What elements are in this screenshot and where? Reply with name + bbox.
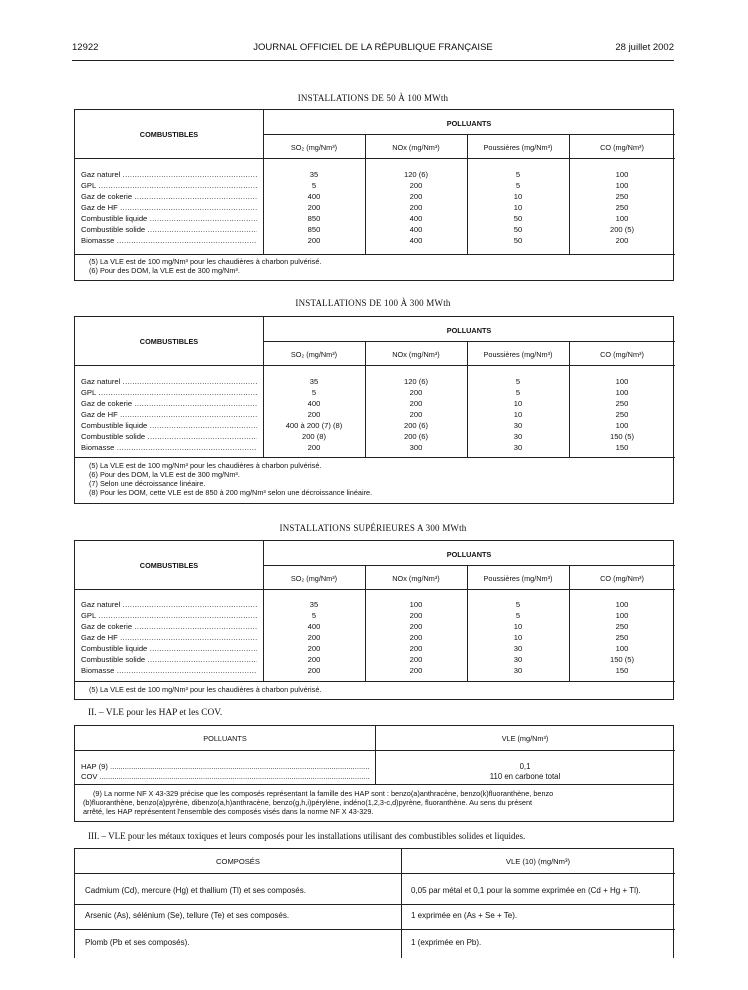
section2-heading: II. – VLE pour les HAP et les COV.: [88, 708, 223, 718]
nox-value: 200: [409, 611, 423, 620]
metal-row-vle: 1 (exprimée en Pb).: [411, 938, 482, 947]
hap-note-line: arrêté, les HAP représentent l'ensemble des composés visés dans la norme NF X 43-329.: [83, 807, 374, 816]
nox-value: 120 (6): [403, 377, 429, 386]
nox-header: NOx (mg/Nm³): [392, 350, 440, 359]
co-value: 250: [615, 633, 629, 642]
so2-value: 5: [311, 611, 317, 620]
fuel-label: Gaz de cokerie .....: [81, 399, 257, 408]
hap-value: 0,1: [519, 762, 531, 771]
fuel-label: Gaz de HF .....: [81, 203, 257, 212]
nox-value: 200: [409, 666, 423, 675]
nox-header: NOx (mg/Nm³): [392, 574, 440, 583]
co-value: 200: [615, 236, 629, 245]
co-value: 100: [615, 377, 629, 386]
table2-note: (5) La VLE est de 100 mg/Nm³ pour les chaudières à charbon pulvérisé.: [89, 461, 322, 470]
dust-value: 5: [515, 377, 521, 386]
dust-value: 10: [513, 622, 523, 631]
dust-value: 5: [515, 388, 521, 397]
metal-row-compose: Cadmium (Cd), mercure (Hg) et thallium (Tl) et ses composés.: [85, 886, 306, 895]
co-value: 250: [615, 410, 629, 419]
combustibles-header: COMBUSTIBLES: [139, 336, 199, 346]
fuel-label: Combustible solide .....: [81, 432, 257, 441]
table-row: [75, 192, 675, 203]
hap-label: HAP (9) .....: [81, 762, 369, 771]
header-rule: [72, 60, 674, 61]
so2-value: 850: [307, 225, 321, 234]
nox-value: 200: [409, 410, 423, 419]
so2-value: 200: [307, 655, 321, 664]
so2-value: 35: [309, 600, 319, 609]
table-row: [75, 655, 675, 666]
co-header: CO (mg/Nm³): [600, 143, 644, 152]
nox-value: 200: [409, 644, 423, 653]
polluants-header: POLLUANTS: [446, 326, 492, 335]
hap-note-line: (9) La norme NF X 43-329 précise que les composés représentant la famille des HAP sont : benzo(a)anthracène, benzo(k)fluoranthène, benzo: [93, 789, 554, 798]
so2-value: 200: [307, 633, 321, 642]
table1-title: INSTALLATIONS DE 50 À 100 MWth: [297, 93, 449, 103]
fuel-label: Gaz naturel .....: [81, 600, 257, 609]
table1: [74, 109, 674, 281]
dust-value: 10: [513, 192, 523, 201]
table-row: [75, 644, 675, 655]
metal-row-vle: 1 exprimée en (As + Se + Te).: [411, 911, 518, 920]
page-number: 12922: [72, 42, 99, 53]
hap-cov-table: [74, 725, 674, 785]
table-row: [75, 388, 675, 399]
table-row: [75, 633, 675, 644]
dust-header: Poussières (mg/Nm³): [483, 143, 553, 152]
dust-value: 50: [513, 236, 523, 245]
hap-note-box: [74, 784, 674, 822]
so2-header: SO₂ (mg/Nm³): [290, 350, 338, 359]
table3-title: INSTALLATIONS SUPÉRIEURES A 300 MWth: [279, 523, 467, 533]
composes-header: COMPOSÉS: [216, 857, 260, 866]
table2-note: (7) Selon une décroissance linéaire.: [89, 479, 206, 488]
polluants-header: POLLUANTS: [446, 550, 492, 559]
table-row: [75, 410, 675, 421]
nox-value: 200: [409, 622, 423, 631]
co-value: 100: [615, 214, 629, 223]
page-date: 28 juillet 2002: [615, 42, 674, 53]
nox-value: 200: [409, 655, 423, 664]
co-value: 100: [615, 170, 629, 179]
so2-value: 200: [307, 666, 321, 675]
co-header: CO (mg/Nm³): [600, 350, 644, 359]
fuel-label: GPL .....: [81, 611, 257, 620]
fuel-label: Gaz de cokerie .....: [81, 192, 257, 201]
dust-header: Poussières (mg/Nm³): [483, 350, 553, 359]
table3: [74, 540, 674, 700]
fuel-label: Combustible liquide .....: [81, 644, 257, 653]
nox-value: 200 (6): [403, 432, 429, 441]
dust-value: 5: [515, 170, 521, 179]
so2-value: 400 à 200 (7) (8): [285, 421, 343, 430]
table2-note: (6) Pour des DOM, la VLE est de 300 mg/Nm³.: [89, 470, 240, 479]
table-row: [75, 611, 675, 622]
hap-note-line: (b)fluoranthène, benzo(a)pyrène, dibenzo(a,h)anthracène, benzo(g,h,i)pérylène, indéno(1,2,3-c,d)pyrène, fluoranthène. Au sens du présent: [83, 798, 533, 807]
co-value: 150 (5): [609, 655, 635, 664]
dust-value: 10: [513, 633, 523, 642]
so2-value: 200: [307, 203, 321, 212]
fuel-label: Gaz de HF .....: [81, 410, 257, 419]
table-row: [75, 399, 675, 410]
nox-value: 400: [409, 225, 423, 234]
nox-value: 200: [409, 181, 423, 190]
table3-note: (5) La VLE est de 100 mg/Nm³ pour les chaudières à charbon pulvérisé.: [89, 685, 322, 694]
dust-value: 50: [513, 225, 523, 234]
co-value: 100: [615, 644, 629, 653]
co-value: 100: [615, 600, 629, 609]
so2-value: 5: [311, 388, 317, 397]
fuel-label: Gaz naturel .....: [81, 377, 257, 386]
so2-header: SO₂ (mg/Nm³): [290, 574, 338, 583]
table1-note: (5) La VLE est de 100 mg/Nm³ pour les chaudières à charbon pulvérisé.: [89, 257, 322, 266]
nox-value: 300: [409, 443, 423, 452]
table-row: [75, 443, 675, 454]
so2-value: 35: [309, 377, 319, 386]
fuel-label: GPL .....: [81, 388, 257, 397]
table2-note: (8) Pour les DOM, cette VLE est de 850 à 200 mg/Nm³ selon une décroissance linéaire.: [89, 488, 373, 497]
so2-value: 200 (8): [301, 432, 327, 441]
nox-value: 200: [409, 192, 423, 201]
dust-value: 5: [515, 181, 521, 190]
combustibles-header: COMBUSTIBLES: [139, 560, 199, 570]
fuel-label: Combustible liquide .....: [81, 214, 257, 223]
co-value: 250: [615, 192, 629, 201]
table-row: [75, 225, 675, 236]
co-value: 100: [615, 421, 629, 430]
metal-row-compose: Plomb (Pb et ses composés).: [85, 938, 190, 947]
dust-value: 10: [513, 410, 523, 419]
co-value: 150: [615, 666, 629, 675]
table1-note: (6) Pour des DOM, la VLE est de 300 mg/Nm³.: [89, 266, 240, 275]
fuel-label: Gaz de HF .....: [81, 633, 257, 642]
so2-value: 850: [307, 214, 321, 223]
vle-header: VLE (10) (mg/Nm³): [505, 857, 571, 866]
table-row: [75, 214, 675, 225]
table-row: [75, 203, 675, 214]
combustibles-header: COMBUSTIBLES: [139, 129, 199, 139]
co-value: 150 (5): [609, 432, 635, 441]
journal-title: JOURNAL OFFICIEL DE LA RÉPUBLIQUE FRANÇAISE: [253, 42, 493, 53]
nox-header: NOx (mg/Nm³): [392, 143, 440, 152]
table-row: [75, 421, 675, 432]
so2-value: 400: [307, 192, 321, 201]
co-value: 100: [615, 611, 629, 620]
fuel-label: Biomasse .....: [81, 666, 257, 675]
nox-value: 200: [409, 399, 423, 408]
so2-value: 200: [307, 443, 321, 452]
co-value: 100: [615, 388, 629, 397]
table-row: [75, 666, 675, 677]
polluants-header: POLLUANTS: [203, 734, 247, 743]
co-value: 150: [615, 443, 629, 452]
vle-header: VLE (mg/Nm³): [501, 734, 549, 743]
dust-value: 30: [513, 432, 523, 441]
co-value: 250: [615, 399, 629, 408]
dust-value: 10: [513, 399, 523, 408]
co-header: CO (mg/Nm³): [600, 574, 644, 583]
fuel-label: GPL .....: [81, 181, 257, 190]
co-value: 200 (5): [609, 225, 635, 234]
cov-value: 110 en carbone total: [489, 772, 561, 781]
table-row: [75, 622, 675, 633]
so2-value: 200: [307, 644, 321, 653]
co-value: 250: [615, 203, 629, 212]
so2-value: 200: [307, 236, 321, 245]
fuel-label: Combustible solide .....: [81, 655, 257, 664]
polluants-header: POLLUANTS: [446, 119, 492, 128]
table-row: [75, 377, 675, 388]
metals-table: [74, 848, 674, 958]
nox-value: 200: [409, 203, 423, 212]
fuel-label: Gaz naturel .....: [81, 170, 257, 179]
dust-value: 30: [513, 443, 523, 452]
table-row: [75, 236, 675, 247]
so2-value: 200: [307, 410, 321, 419]
nox-value: 200: [409, 388, 423, 397]
fuel-label: Gaz de cokerie .....: [81, 622, 257, 631]
dust-value: 30: [513, 644, 523, 653]
dust-value: 5: [515, 611, 521, 620]
nox-value: 120 (6): [403, 170, 429, 179]
nox-value: 400: [409, 236, 423, 245]
nox-value: 200 (6): [403, 421, 429, 430]
dust-value: 50: [513, 214, 523, 223]
fuel-label: Biomasse .....: [81, 236, 257, 245]
so2-value: 5: [311, 181, 317, 190]
section3-heading: III. – VLE pour les métaux toxiques et leurs composés pour les installations utilisant des combustibles solides et liquides.: [88, 831, 526, 841]
table-row: [75, 432, 675, 443]
dust-header: Poussières (mg/Nm³): [483, 574, 553, 583]
dust-value: 10: [513, 203, 523, 212]
table-row: [75, 600, 675, 611]
table2: [74, 316, 674, 504]
metal-row-vle: 0,05 par métal et 0,1 pour la somme exprimée en (Cd + Hg + Tl).: [411, 886, 641, 895]
so2-value: 400: [307, 622, 321, 631]
so2-value: 35: [309, 170, 319, 179]
fuel-label: Combustible liquide .....: [81, 421, 257, 430]
so2-value: 400: [307, 399, 321, 408]
fuel-label: Biomasse .....: [81, 443, 257, 452]
table2-title: INSTALLATIONS DE 100 À 300 MWth: [295, 298, 451, 308]
nox-value: 400: [409, 214, 423, 223]
table-row: [75, 181, 675, 192]
metal-row-compose: Arsenic (As), sélénium (Se), tellure (Te) et ses composés.: [85, 911, 290, 920]
dust-value: 30: [513, 666, 523, 675]
nox-value: 100: [409, 600, 423, 609]
dust-value: 30: [513, 655, 523, 664]
dust-value: 30: [513, 421, 523, 430]
fuel-label: Combustible solide .....: [81, 225, 257, 234]
table-row: [75, 170, 675, 181]
so2-header: SO₂ (mg/Nm³): [290, 143, 338, 152]
nox-value: 200: [409, 633, 423, 642]
cov-label: COV .....: [81, 772, 369, 781]
co-value: 250: [615, 622, 629, 631]
dust-value: 5: [515, 600, 521, 609]
co-value: 100: [615, 181, 629, 190]
